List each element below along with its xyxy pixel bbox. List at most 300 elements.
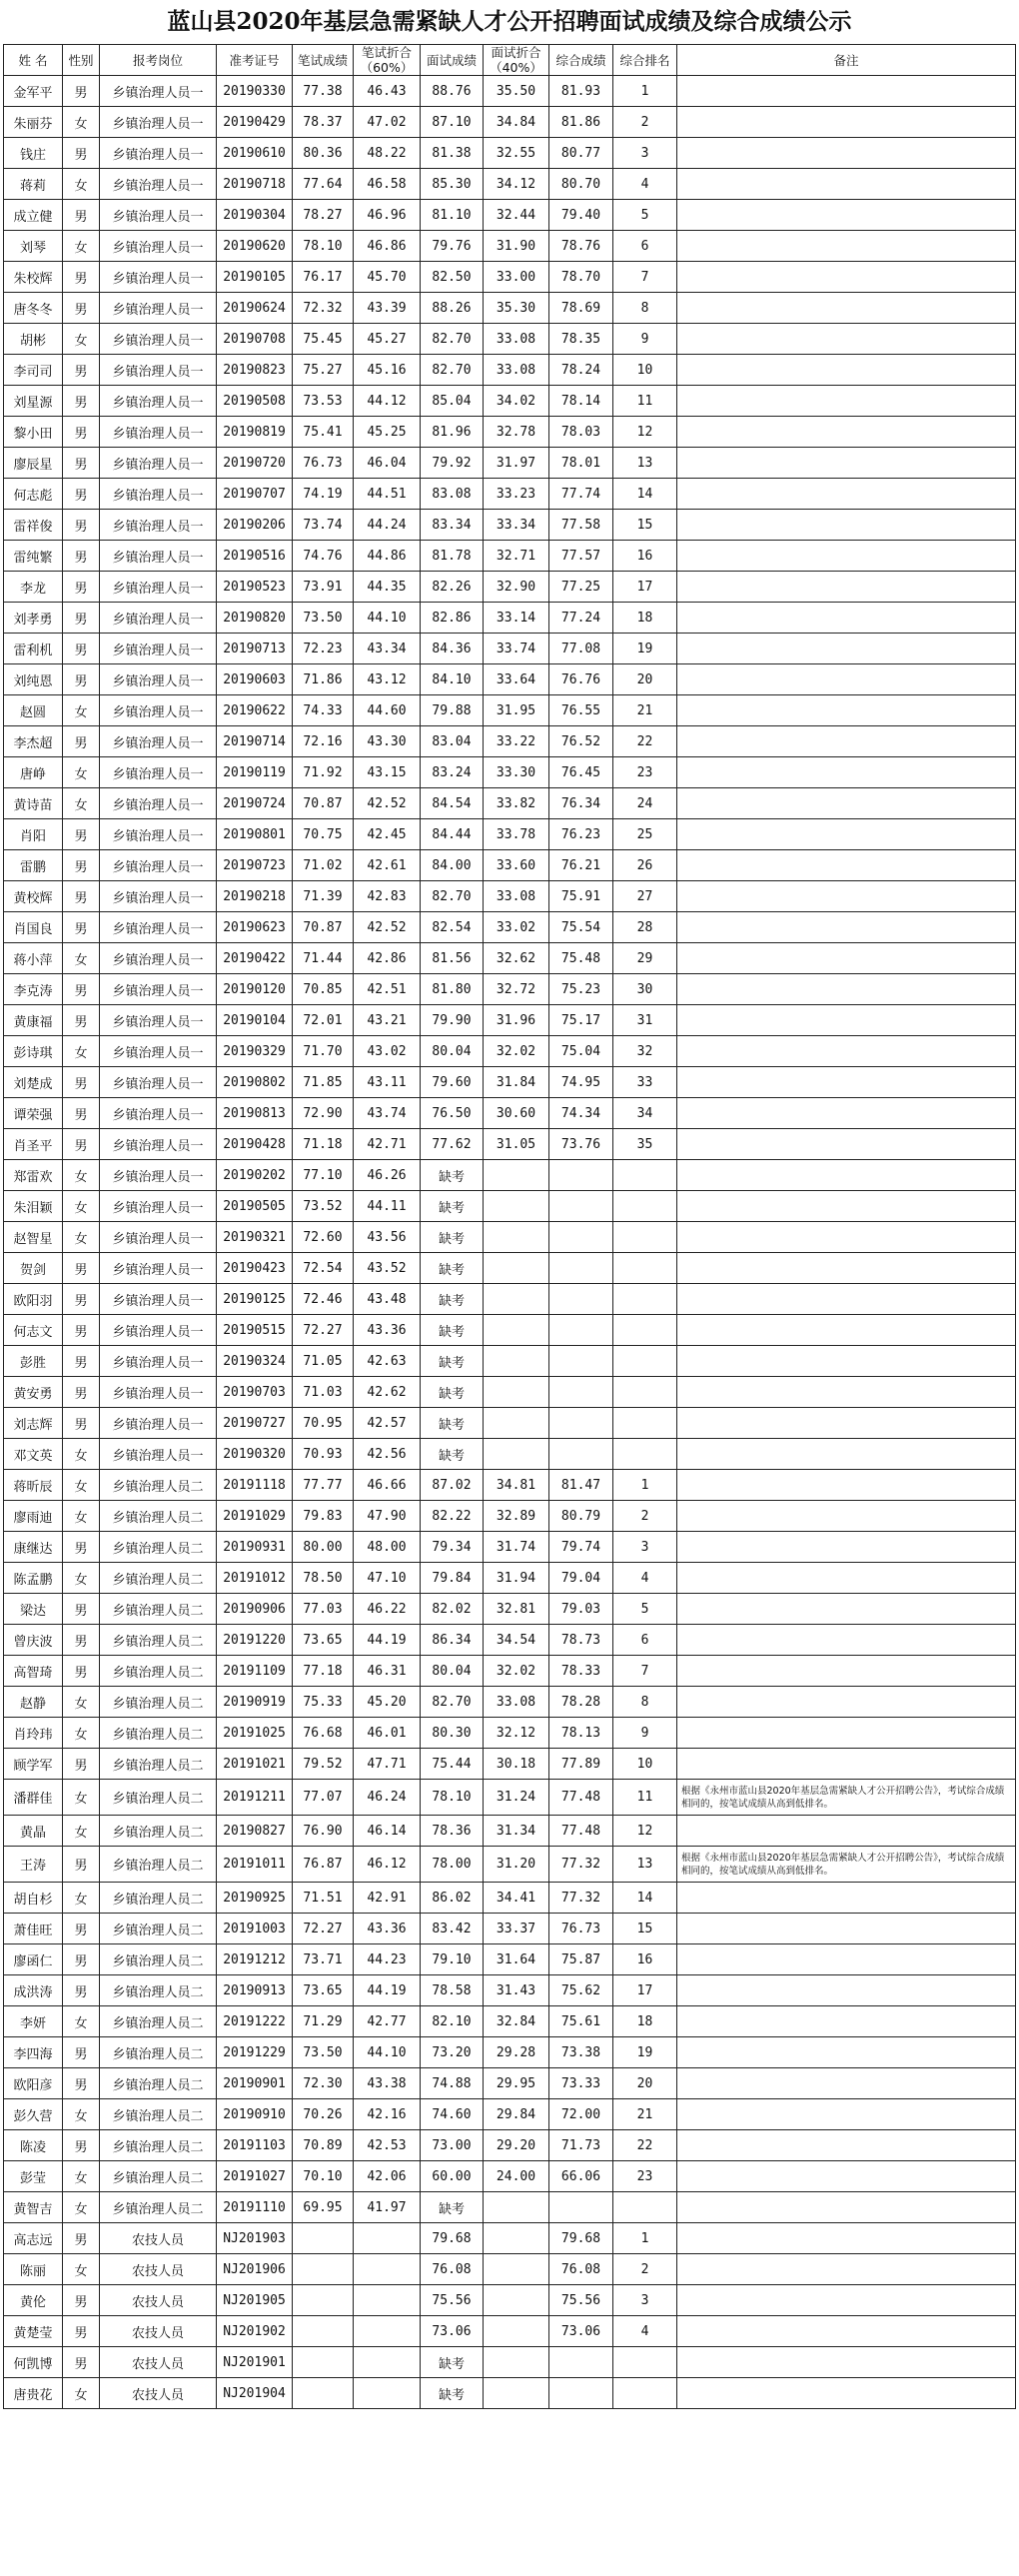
- cell-total: 66.06: [549, 2161, 613, 2192]
- cell-total: 75.87: [549, 1944, 613, 1975]
- cell-total: 79.04: [549, 1563, 613, 1594]
- cell-written: 72.27: [293, 1315, 354, 1346]
- cell-position: 乡镇治理人员一: [100, 355, 217, 386]
- cell-ticket: 20190714: [217, 726, 293, 757]
- cell-rank: 9: [613, 324, 677, 355]
- cell-rank: 1: [613, 2223, 677, 2254]
- cell-written-weighted: 45.20: [354, 1687, 421, 1718]
- cell-rank: 3: [613, 2285, 677, 2316]
- cell-name: 梁达: [4, 1594, 63, 1625]
- table-row: [4, 107, 1016, 138]
- cell-interview-weighted: 31.20: [484, 1847, 549, 1883]
- cell-interview: 缺考: [421, 2347, 484, 2378]
- cell-gender: 男: [63, 541, 100, 572]
- cell-ticket: 20190906: [217, 1594, 293, 1625]
- cell-interview: 84.54: [421, 788, 484, 819]
- cell-total: 75.17: [549, 1005, 613, 1036]
- cell-name: 雷纯繁: [4, 541, 63, 572]
- table-row: [4, 1408, 1016, 1439]
- cell-position: 乡镇治理人员一: [100, 943, 217, 974]
- results-table: [3, 44, 1016, 2409]
- cell-written: 72.16: [293, 726, 354, 757]
- cell-written: 80.36: [293, 138, 354, 169]
- cell-interview-weighted: 32.12: [484, 1718, 549, 1749]
- cell-position: 乡镇治理人员一: [100, 1036, 217, 1067]
- cell-interview-weighted: 33.08: [484, 324, 549, 355]
- cell-rank: 10: [613, 1749, 677, 1780]
- table-row: [4, 1718, 1016, 1749]
- cell-name: 李妍: [4, 2006, 63, 2037]
- cell-written: [293, 2378, 354, 2409]
- cell-remark: [677, 1253, 1016, 1284]
- cell-interview: 缺考: [421, 1408, 484, 1439]
- cell-interview: 88.76: [421, 76, 484, 107]
- table-row: [4, 2347, 1016, 2378]
- cell-written: 72.01: [293, 1005, 354, 1036]
- cell-remark: [677, 200, 1016, 231]
- cell-rank: 29: [613, 943, 677, 974]
- cell-written: [293, 2316, 354, 2347]
- cell-written-weighted: 42.91: [354, 1883, 421, 1914]
- table-row: [4, 1067, 1016, 1098]
- cell-total: [549, 1315, 613, 1346]
- cell-written: 71.85: [293, 1067, 354, 1098]
- cell-total: 72.00: [549, 2099, 613, 2130]
- cell-rank: [613, 2347, 677, 2378]
- cell-position: 乡镇治理人员一: [100, 417, 217, 448]
- cell-total: 75.62: [549, 1975, 613, 2006]
- cell-remark: [677, 1098, 1016, 1129]
- cell-remark: 根据《永州市蓝山县2020年基层急需紧缺人才公开招聘公告》，考试综合成绩相同的，按笔试成绩从高到低排名。: [677, 1847, 1016, 1883]
- cell-total: [549, 2378, 613, 2409]
- table-row: [4, 355, 1016, 386]
- cell-position: 乡镇治理人员一: [100, 819, 217, 850]
- cell-position: 乡镇治理人员一: [100, 757, 217, 788]
- cell-interview: 79.60: [421, 1067, 484, 1098]
- col-header-ticket: 准考证号: [217, 45, 293, 76]
- cell-ticket: NJ201905: [217, 2285, 293, 2316]
- cell-rank: 20: [613, 664, 677, 695]
- cell-written: 77.10: [293, 1160, 354, 1191]
- cell-written: 77.77: [293, 1470, 354, 1501]
- cell-name: 曾庆波: [4, 1625, 63, 1656]
- cell-written: 74.76: [293, 541, 354, 572]
- cell-written: 72.46: [293, 1284, 354, 1315]
- cell-written: 76.73: [293, 448, 354, 479]
- cell-written: 70.87: [293, 912, 354, 943]
- table-row: [4, 943, 1016, 974]
- cell-remark: [677, 448, 1016, 479]
- cell-rank: 10: [613, 355, 677, 386]
- cell-gender: 女: [63, 1501, 100, 1532]
- cell-interview-weighted: 35.30: [484, 293, 549, 324]
- cell-written-weighted: 46.14: [354, 1816, 421, 1847]
- cell-remark: [677, 726, 1016, 757]
- table-row: [4, 1563, 1016, 1594]
- cell-written: 70.85: [293, 974, 354, 1005]
- cell-total: 78.73: [549, 1625, 613, 1656]
- cell-remark: [677, 634, 1016, 664]
- cell-written: 78.37: [293, 107, 354, 138]
- cell-rank: 3: [613, 1532, 677, 1563]
- cell-interview-weighted: [484, 2192, 549, 2223]
- cell-rank: 12: [613, 417, 677, 448]
- cell-rank: 7: [613, 262, 677, 293]
- cell-gender: 女: [63, 107, 100, 138]
- cell-position: 乡镇治理人员一: [100, 912, 217, 943]
- cell-interview-weighted: 33.34: [484, 510, 549, 541]
- cell-remark: [677, 1129, 1016, 1160]
- cell-gender: 男: [63, 1315, 100, 1346]
- cell-position: 乡镇治理人员一: [100, 200, 217, 231]
- cell-remark: [677, 850, 1016, 881]
- cell-interview-weighted: 32.02: [484, 1656, 549, 1687]
- cell-ticket: 20190603: [217, 664, 293, 695]
- cell-interview-weighted: 29.20: [484, 2130, 549, 2161]
- table-row: [4, 510, 1016, 541]
- cell-interview: 81.38: [421, 138, 484, 169]
- cell-interview: 82.26: [421, 572, 484, 603]
- cell-interview-weighted: 30.18: [484, 1749, 549, 1780]
- cell-total: 75.23: [549, 974, 613, 1005]
- cell-written: 70.10: [293, 2161, 354, 2192]
- cell-rank: [613, 1253, 677, 1284]
- cell-gender: 女: [63, 169, 100, 200]
- cell-interview-weighted: 32.71: [484, 541, 549, 572]
- cell-remark: [677, 107, 1016, 138]
- table-row: [4, 1847, 1016, 1883]
- cell-interview-weighted: [484, 2223, 549, 2254]
- cell-written: 71.44: [293, 943, 354, 974]
- cell-name: 赵圆: [4, 695, 63, 726]
- cell-interview: 82.22: [421, 1501, 484, 1532]
- cell-interview: 86.34: [421, 1625, 484, 1656]
- cell-rank: 30: [613, 974, 677, 1005]
- cell-ticket: 20190320: [217, 1439, 293, 1470]
- cell-gender: 男: [63, 2068, 100, 2099]
- cell-position: 乡镇治理人员一: [100, 603, 217, 634]
- cell-ticket: 20191229: [217, 2037, 293, 2068]
- cell-interview-weighted: 31.24: [484, 1780, 549, 1816]
- cell-ticket: 20191212: [217, 1944, 293, 1975]
- cell-interview: 82.02: [421, 1594, 484, 1625]
- cell-interview: 73.00: [421, 2130, 484, 2161]
- cell-position: 乡镇治理人员一: [100, 138, 217, 169]
- cell-written-weighted: 46.04: [354, 448, 421, 479]
- cell-position: 乡镇治理人员二: [100, 1816, 217, 1847]
- cell-written-weighted: 44.12: [354, 386, 421, 417]
- cell-interview-weighted: 31.90: [484, 231, 549, 262]
- cell-total: 75.61: [549, 2006, 613, 2037]
- cell-written-weighted: 41.97: [354, 2192, 421, 2223]
- cell-position: 乡镇治理人员一: [100, 231, 217, 262]
- cell-gender: 男: [63, 1005, 100, 1036]
- cell-interview-weighted: 29.28: [484, 2037, 549, 2068]
- cell-gender: 男: [63, 2223, 100, 2254]
- cell-position: 乡镇治理人员一: [100, 1253, 217, 1284]
- cell-ticket: 20190622: [217, 695, 293, 726]
- cell-name: 陈凌: [4, 2130, 63, 2161]
- cell-total: [549, 1377, 613, 1408]
- col-header-remark: 备注: [677, 45, 1016, 76]
- cell-total: 74.34: [549, 1098, 613, 1129]
- cell-ticket: 20190720: [217, 448, 293, 479]
- cell-interview-weighted: 33.23: [484, 479, 549, 510]
- cell-rank: 33: [613, 1067, 677, 1098]
- cell-written: 73.65: [293, 1625, 354, 1656]
- cell-total: 76.52: [549, 726, 613, 757]
- cell-interview: 88.26: [421, 293, 484, 324]
- cell-ticket: 20190913: [217, 1975, 293, 2006]
- cell-position: 乡镇治理人员一: [100, 169, 217, 200]
- cell-written: 70.93: [293, 1439, 354, 1470]
- cell-gender: 男: [63, 974, 100, 1005]
- col-header-gender: 性别: [63, 45, 100, 76]
- cell-gender: 男: [63, 2285, 100, 2316]
- table-row: [4, 664, 1016, 695]
- cell-position: 乡镇治理人员一: [100, 293, 217, 324]
- cell-position: 乡镇治理人员二: [100, 1532, 217, 1563]
- cell-remark: [677, 1315, 1016, 1346]
- cell-total: [549, 1191, 613, 1222]
- cell-written-weighted: 46.96: [354, 200, 421, 231]
- cell-written-weighted: 42.57: [354, 1408, 421, 1439]
- cell-total: 79.03: [549, 1594, 613, 1625]
- cell-interview: 82.70: [421, 1687, 484, 1718]
- cell-remark: [677, 881, 1016, 912]
- cell-total: 77.48: [549, 1780, 613, 1816]
- cell-rank: 8: [613, 293, 677, 324]
- cell-rank: 12: [613, 1816, 677, 1847]
- cell-interview-weighted: 33.37: [484, 1914, 549, 1944]
- cell-interview: 82.10: [421, 2006, 484, 2037]
- cell-interview-weighted: [484, 2285, 549, 2316]
- cell-position: 乡镇治理人员一: [100, 1067, 217, 1098]
- cell-rank: 13: [613, 448, 677, 479]
- cell-position: 乡镇治理人员一: [100, 541, 217, 572]
- cell-written: [293, 2347, 354, 2378]
- cell-name: 肖玲玮: [4, 1718, 63, 1749]
- table-row: [4, 138, 1016, 169]
- cell-interview: 75.44: [421, 1749, 484, 1780]
- cell-remark: [677, 1346, 1016, 1377]
- cell-name: 李四海: [4, 2037, 63, 2068]
- cell-interview-weighted: 31.64: [484, 1944, 549, 1975]
- cell-written-weighted: 44.51: [354, 479, 421, 510]
- table-row: [4, 231, 1016, 262]
- table-row: [4, 2316, 1016, 2347]
- cell-position: 乡镇治理人员一: [100, 324, 217, 355]
- cell-total: 78.03: [549, 417, 613, 448]
- cell-rank: 18: [613, 2006, 677, 2037]
- cell-position: 农技人员: [100, 2347, 217, 2378]
- cell-interview-weighted: 32.44: [484, 200, 549, 231]
- cell-ticket: 20190713: [217, 634, 293, 664]
- cell-written-weighted: 45.70: [354, 262, 421, 293]
- cell-ticket: 20190823: [217, 355, 293, 386]
- cell-written: 70.26: [293, 2099, 354, 2130]
- cell-written-weighted: 46.86: [354, 231, 421, 262]
- cell-interview: 缺考: [421, 1253, 484, 1284]
- cell-written: 73.53: [293, 386, 354, 417]
- cell-written-weighted: 46.26: [354, 1160, 421, 1191]
- cell-total: 76.55: [549, 695, 613, 726]
- table-row: [4, 974, 1016, 1005]
- table-row: [4, 1975, 1016, 2006]
- cell-remark: [677, 76, 1016, 107]
- cell-interview: 82.86: [421, 603, 484, 634]
- table-row: [4, 1377, 1016, 1408]
- cell-gender: 男: [63, 293, 100, 324]
- cell-written: 71.03: [293, 1377, 354, 1408]
- col-header-interview: 面试成绩: [421, 45, 484, 76]
- cell-gender: 女: [63, 2192, 100, 2223]
- cell-ticket: 20191011: [217, 1847, 293, 1883]
- cell-written: 79.83: [293, 1501, 354, 1532]
- cell-name: 唐贵花: [4, 2378, 63, 2409]
- cell-gender: 男: [63, 1944, 100, 1975]
- cell-gender: 女: [63, 1036, 100, 1067]
- cell-name: 廖雨迪: [4, 1501, 63, 1532]
- cell-written: 76.90: [293, 1816, 354, 1847]
- cell-total: 75.04: [549, 1036, 613, 1067]
- cell-ticket: 20190802: [217, 1067, 293, 1098]
- cell-gender: 女: [63, 757, 100, 788]
- table-row: [4, 448, 1016, 479]
- table-row: [4, 1098, 1016, 1129]
- cell-ticket: 20191109: [217, 1656, 293, 1687]
- cell-interview: 87.10: [421, 107, 484, 138]
- cell-written: 76.68: [293, 1718, 354, 1749]
- cell-rank: 5: [613, 1594, 677, 1625]
- cell-written-weighted: 42.52: [354, 912, 421, 943]
- cell-interview: 缺考: [421, 1284, 484, 1315]
- cell-rank: 25: [613, 819, 677, 850]
- cell-written: 76.17: [293, 262, 354, 293]
- cell-total: 76.23: [549, 819, 613, 850]
- cell-rank: 19: [613, 634, 677, 664]
- cell-interview-weighted: [484, 1315, 549, 1346]
- cell-interview-weighted: [484, 1253, 549, 1284]
- cell-interview: 76.08: [421, 2254, 484, 2285]
- cell-total: 78.14: [549, 386, 613, 417]
- cell-written-weighted: 43.38: [354, 2068, 421, 2099]
- header-row: [4, 45, 1016, 76]
- cell-written: 72.54: [293, 1253, 354, 1284]
- cell-rank: 9: [613, 1718, 677, 1749]
- cell-total: 77.58: [549, 510, 613, 541]
- cell-remark: [677, 1377, 1016, 1408]
- cell-interview-weighted: 34.41: [484, 1883, 549, 1914]
- table-row: [4, 819, 1016, 850]
- cell-gender: 男: [63, 1377, 100, 1408]
- cell-remark: [677, 2347, 1016, 2378]
- cell-interview-weighted: 31.97: [484, 448, 549, 479]
- cell-interview: 82.50: [421, 262, 484, 293]
- cell-ticket: 20190508: [217, 386, 293, 417]
- cell-position: 乡镇治理人员一: [100, 1439, 217, 1470]
- cell-total: 81.86: [549, 107, 613, 138]
- cell-gender: 女: [63, 1816, 100, 1847]
- cell-name: 唐冬冬: [4, 293, 63, 324]
- cell-position: 乡镇治理人员二: [100, 2068, 217, 2099]
- cell-remark: [677, 1975, 1016, 2006]
- cell-interview-weighted: 33.02: [484, 912, 549, 943]
- cell-gender: 男: [63, 1847, 100, 1883]
- cell-name: 蒋小萍: [4, 943, 63, 974]
- cell-gender: 男: [63, 2130, 100, 2161]
- cell-interview: 81.78: [421, 541, 484, 572]
- cell-name: 胡自杉: [4, 1883, 63, 1914]
- cell-interview-weighted: [484, 1284, 549, 1315]
- cell-interview: 75.56: [421, 2285, 484, 2316]
- results-table-body: [4, 45, 1016, 2409]
- cell-rank: 8: [613, 1687, 677, 1718]
- cell-rank: 4: [613, 2316, 677, 2347]
- cell-rank: [613, 1284, 677, 1315]
- cell-position: 乡镇治理人员二: [100, 1914, 217, 1944]
- cell-written-weighted: 43.36: [354, 1914, 421, 1944]
- cell-remark: [677, 1625, 1016, 1656]
- cell-written-weighted: 45.25: [354, 417, 421, 448]
- cell-interview-weighted: 33.60: [484, 850, 549, 881]
- cell-interview-weighted: [484, 1346, 549, 1377]
- cell-ticket: NJ201901: [217, 2347, 293, 2378]
- cell-written: 69.95: [293, 2192, 354, 2223]
- cell-written-weighted: 46.43: [354, 76, 421, 107]
- cell-total: [549, 1253, 613, 1284]
- table-row: [4, 1501, 1016, 1532]
- cell-name: 彭诗琪: [4, 1036, 63, 1067]
- cell-rank: 14: [613, 1883, 677, 1914]
- cell-interview: 78.36: [421, 1816, 484, 1847]
- cell-interview-weighted: 31.34: [484, 1816, 549, 1847]
- cell-interview: 缺考: [421, 1160, 484, 1191]
- cell-remark: [677, 386, 1016, 417]
- cell-position: 乡镇治理人员一: [100, 386, 217, 417]
- cell-position: 乡镇治理人员二: [100, 2006, 217, 2037]
- cell-interview-weighted: 30.60: [484, 1098, 549, 1129]
- cell-interview: 76.50: [421, 1098, 484, 1129]
- cell-written: 77.64: [293, 169, 354, 200]
- cell-remark: [677, 2254, 1016, 2285]
- cell-position: 乡镇治理人员一: [100, 664, 217, 695]
- cell-gender: 女: [63, 2254, 100, 2285]
- table-row: [4, 1594, 1016, 1625]
- cell-interview-weighted: [484, 2347, 549, 2378]
- cell-rank: [613, 1408, 677, 1439]
- cell-interview-weighted: 31.94: [484, 1563, 549, 1594]
- cell-gender: 女: [63, 1160, 100, 1191]
- cell-gender: 男: [63, 664, 100, 695]
- cell-position: 乡镇治理人员二: [100, 1718, 217, 1749]
- cell-interview: 缺考: [421, 2192, 484, 2223]
- cell-total: [549, 2192, 613, 2223]
- cell-remark: [677, 603, 1016, 634]
- cell-written-weighted: 42.16: [354, 2099, 421, 2130]
- cell-ticket: 20191025: [217, 1718, 293, 1749]
- cell-written-weighted: 45.16: [354, 355, 421, 386]
- cell-interview: 83.04: [421, 726, 484, 757]
- table-row: [4, 2068, 1016, 2099]
- cell-interview-weighted: 33.14: [484, 603, 549, 634]
- cell-ticket: 20190523: [217, 572, 293, 603]
- cell-rank: 6: [613, 1625, 677, 1656]
- table-row: [4, 417, 1016, 448]
- cell-interview: 81.96: [421, 417, 484, 448]
- cell-name: 金军平: [4, 76, 63, 107]
- cell-written: 77.38: [293, 76, 354, 107]
